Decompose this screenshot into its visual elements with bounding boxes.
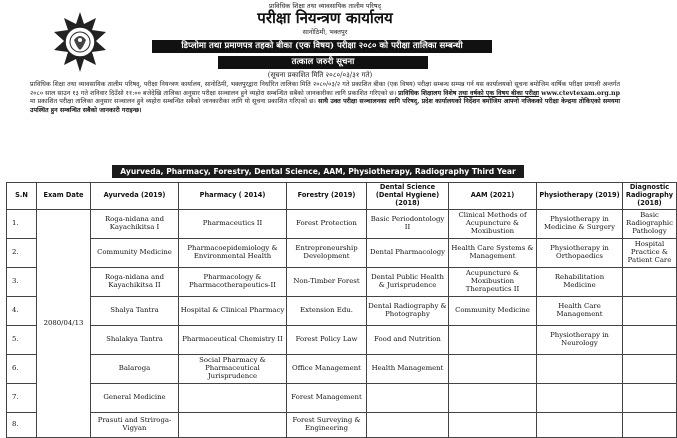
cell-radiography xyxy=(623,413,677,438)
table-row xyxy=(7,297,677,326)
cell-forestry: Forest Management xyxy=(287,384,367,413)
cell-radiography xyxy=(623,268,677,297)
cell-ayurveda: Prasuti and Striroga-Vigyan xyxy=(91,413,179,438)
header-pharmacy: Pharmacy ( 2014) xyxy=(179,183,287,210)
cell-ayurveda: Shalakya Tantra xyxy=(91,326,179,355)
cell-dental: Dental Radiography & Photography xyxy=(367,297,449,326)
table-row xyxy=(7,326,677,355)
cell-forestry: Entrepreneurship Development xyxy=(287,239,367,268)
cell-dental: Dental Public Health & Jurisprudence xyxy=(367,268,449,297)
cell-aam: Acupuncture & Moxibustion Therapeutics II xyxy=(449,268,537,297)
cell-dental: Food and Nutrition xyxy=(367,326,449,355)
cell-aam xyxy=(449,413,537,438)
notice-paragraph xyxy=(30,81,620,115)
cell-forestry: Forest Policy Law xyxy=(287,326,367,355)
cell-physiotherapy: Physiotherapy in Orthopaedics xyxy=(537,239,623,268)
cell-physiotherapy xyxy=(537,413,623,438)
cell-dental: Health Management xyxy=(367,355,449,384)
cell-ayurveda: General Medicine xyxy=(91,384,179,413)
cell-dental: Dental Pharmacology xyxy=(367,239,449,268)
exam-schedule-table xyxy=(6,182,677,438)
cell-physiotherapy: Physiotherapy in Medicine & Surgery xyxy=(537,210,623,239)
header-forestry: Forestry (2019) xyxy=(287,183,367,210)
cell-sn: 4. xyxy=(7,297,37,326)
cell-physiotherapy xyxy=(537,355,623,384)
header-ayurveda: Ayurveda (2019) xyxy=(91,183,179,210)
cell-sn: 8. xyxy=(7,413,37,438)
table-row xyxy=(7,239,677,268)
cell-sn: 1. xyxy=(7,210,37,239)
cell-pharmacy: Pharmaceutics II xyxy=(179,210,287,239)
table-row xyxy=(7,384,677,413)
cell-ayurveda: Balaroga xyxy=(91,355,179,384)
cell-aam xyxy=(449,384,537,413)
cell-sn: 2. xyxy=(7,239,37,268)
cell-physiotherapy xyxy=(537,384,623,413)
cell-radiography xyxy=(623,297,677,326)
cell-ayurveda: Roga-nidana and Kayachikitsa I xyxy=(91,210,179,239)
office-address: सानोठिमी, भक्तपुर xyxy=(302,28,348,36)
website-link[interactable]: www.ctevtexam.org.np xyxy=(541,89,620,97)
cell-aam: Health Care Systems & Management xyxy=(449,239,537,268)
notice-body: प्राविधिक शिक्षा तथा व्यावसायिक तालीम परिषद्, परीक्षा नियन्त्रण कार्यालय, सानोठिमी, भक्तपुरद्वारा निर्धारित तालिका मिति २०८०/०३/२ गते प्रकाशित बीका (एक विषय) परीक्षा सम्बन्ध सम्पन्न गर्न यस कार्यालयको सूचना बमोजिम वार्षिक परीक्षा प्रणाली अन्तर्गत २०८० साल साउन १३ गते शनिवार दिउँसो ११:०० बजेदेखि तालिका अनुसार परीक्षा सञ्चालन हुने व्यहोरा सम्बन्धित सबैको जानकारीका लागि प्रकाशित गरिएको छ। xyxy=(30,81,620,97)
cell-exam-date: 2080/04/13 xyxy=(37,210,91,438)
cell-forestry: Forest Surveying & Engineering xyxy=(287,413,367,438)
cell-forestry: Non-Timber Forest xyxy=(287,268,367,297)
header-dental: Dental Science (Dental Hygiene) (2018) xyxy=(367,183,449,210)
cell-forestry: Extension Edu. xyxy=(287,297,367,326)
cell-pharmacy: Hospital & Clinical Pharmacy xyxy=(179,297,287,326)
notice-banner: डिप्लोमा तथा प्रमाणपत्र तहको बीका (एक विषय) परीक्षा २०८० को परीक्षा तालिका सम्बन्धी xyxy=(152,40,492,53)
table-row xyxy=(7,210,677,239)
cell-sn: 5. xyxy=(7,326,37,355)
cell-pharmacy: Social Pharmacy & Pharmaceutical Jurisprudence xyxy=(179,355,287,384)
page-title: परीक्षा नियन्त्रण कार्यालय xyxy=(257,9,393,27)
table-row xyxy=(7,355,677,384)
cell-dental: Basic Periodontology II xyxy=(367,210,449,239)
cell-pharmacy: Pharmacology & Pharmacotherapeutics-II xyxy=(179,268,287,297)
cell-aam xyxy=(449,326,537,355)
cell-radiography: Hospital Practice & Patient Care xyxy=(623,239,677,268)
nepal-government-emblem-icon xyxy=(48,10,112,74)
cell-pharmacy xyxy=(179,413,287,438)
table-row xyxy=(7,413,677,438)
cell-aam xyxy=(449,355,537,384)
header-radiography: Diagnostic Radiography (2018) xyxy=(623,183,677,210)
cell-radiography xyxy=(623,355,677,384)
cell-dental xyxy=(367,384,449,413)
notice-closing: साथै उक्त परीक्षा सञ्चालनका लागि परिषद्, प्रदेश कार्यालयको निर्देशन बमोजिम आफ्नो नजिकको परीक्षा केन्द्रमा तोकिएको समयमा उपस्थित हुन सम्बन्धित सबैको जानकारी गराइन्छ। xyxy=(30,98,620,114)
header-exam-date: Exam Date xyxy=(37,183,91,210)
cell-pharmacy xyxy=(179,384,287,413)
cell-forestry: Forest Protection xyxy=(287,210,367,239)
cell-pharmacy: Pharmacoepidemiology & Environmental Health xyxy=(179,239,287,268)
cell-aam: Clinical Methods of Acupuncture & Moxibustion xyxy=(449,210,537,239)
cell-sn: 7. xyxy=(7,384,37,413)
council-name: प्राविधिक शिक्षा तथा व्यावसायिक तालीम परिषद् xyxy=(268,2,382,10)
cell-sn: 3. xyxy=(7,268,37,297)
cell-physiotherapy: Rehabilitation Medicine xyxy=(537,268,623,297)
program-title-bar: Ayurveda, Pharmacy, Forestry, Dental Science, AAM, Physiotherapy, Radiography Third Year (New+Old) xyxy=(112,165,524,178)
cell-pharmacy: Pharmaceutical Chemistry II xyxy=(179,326,287,355)
header-sn: S.N xyxy=(7,183,37,210)
notice-bold: प्राविधिक शिक्षालय विशेष xyxy=(398,89,457,97)
cell-physiotherapy: Health Care Management xyxy=(537,297,623,326)
cell-ayurveda: Community Medicine xyxy=(91,239,179,268)
table-header-row xyxy=(7,183,677,210)
cell-dental xyxy=(367,413,449,438)
cell-forestry: Office Management xyxy=(287,355,367,384)
website-intro: तथा वर्षको एक विषय बीका परीक्षा xyxy=(458,89,539,97)
urgent-notice-banner: तत्काल जरुरी सूचना xyxy=(218,56,428,69)
cell-ayurveda: Roga-nidana and Kayachikitsa II xyxy=(91,268,179,297)
cell-sn: 6. xyxy=(7,355,37,384)
cell-physiotherapy: Physiotherapy in Neurology xyxy=(537,326,623,355)
header-physiotherapy: Physiotherapy (2019) xyxy=(537,183,623,210)
cell-radiography xyxy=(623,384,677,413)
header-aam: AAM (2021) xyxy=(449,183,537,210)
cell-radiography: Basic Radiographic Pathology xyxy=(623,210,677,239)
cell-ayurveda: Shalya Tantra xyxy=(91,297,179,326)
cell-aam: Community Medicine xyxy=(449,297,537,326)
table-row xyxy=(7,268,677,297)
cell-radiography xyxy=(623,326,677,355)
website-after: मा प्रकाशित परीक्षा तालिका अनुसार सञ्चालन हुने व्यहोरा सम्बन्धित सबैको जानकारीका लागि यो सूचना प्रकाशित गरिएको छ। xyxy=(30,98,316,106)
notice-date: (सूचना प्रकाशित मिति २०८०/०३/३१ गते) xyxy=(267,71,373,79)
